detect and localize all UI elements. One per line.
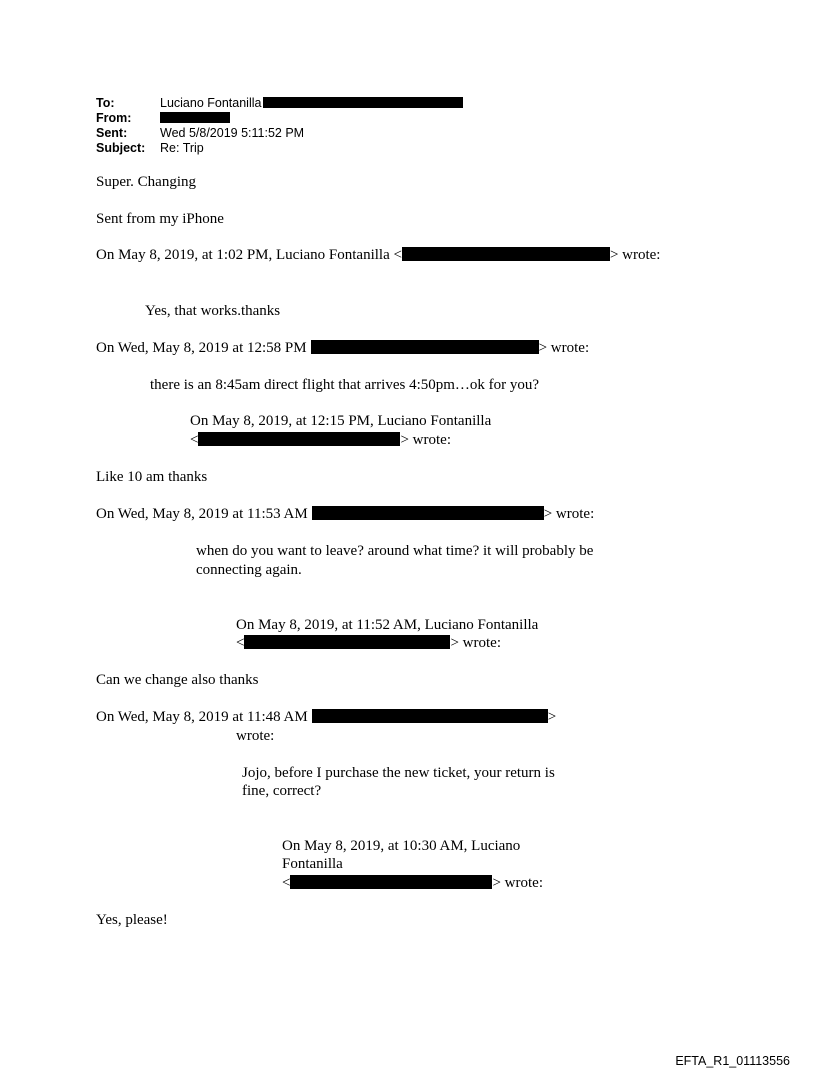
quote-text: < (282, 875, 291, 891)
body-line: Yes, that works.thanks (145, 303, 281, 319)
redaction-bar (312, 709, 548, 723)
quote-header (96, 246, 660, 265)
redaction-bar (402, 247, 610, 261)
to-label: To: (96, 96, 115, 110)
quote-text: > wrote: (492, 875, 543, 891)
redaction-bar (263, 97, 463, 108)
email-header (96, 96, 463, 156)
body-line: Super. Changing (96, 174, 196, 190)
body-line: wrote: (236, 728, 275, 744)
body-line: when do you want to leave? around what time? it will probably be (196, 543, 594, 559)
redaction-bar (244, 635, 450, 649)
subject-value: Re: Trip (160, 141, 204, 155)
to-row (96, 96, 463, 111)
sent-row (96, 126, 463, 141)
quote-text: > wrote: (543, 506, 595, 522)
body-line: Sent from my iPhone (96, 211, 224, 227)
to-name: Luciano Fontanilla (160, 96, 262, 110)
quote-text: > wrote: (400, 432, 451, 448)
quote-text: > wrote: (538, 340, 590, 356)
quote-text: > wrote: (609, 247, 661, 263)
quote-text: > (547, 709, 557, 725)
quote-text: > wrote: (450, 635, 501, 651)
quote-text: On Wed, May 8, 2019 at 11:53 AM (96, 506, 308, 522)
from-value (160, 111, 230, 126)
to-value (160, 96, 463, 111)
body-line: Jojo, before I purchase the new ticket, your return is (242, 765, 555, 781)
quote-text: On Wed, May 8, 2019 at 11:48 AM (96, 709, 308, 725)
document-id: EFTA_R1_01113556 (675, 1054, 790, 1068)
quote-text: < (190, 432, 199, 448)
redaction-bar (160, 112, 230, 123)
body-line: Like 10 am thanks (96, 469, 208, 485)
quote-header (96, 708, 556, 727)
sent-label: Sent: (96, 126, 128, 140)
body-line: Can we change also thanks (96, 672, 259, 688)
body-line: Yes, please! (96, 912, 168, 928)
body-line: On May 8, 2019, at 12:15 PM, Luciano Fontanilla (190, 413, 492, 429)
redaction-bar (290, 875, 492, 889)
body-line: On May 8, 2019, at 10:30 AM, Luciano (282, 838, 521, 854)
quote-text: On Wed, May 8, 2019 at 12:58 PM (96, 340, 307, 356)
sent-value: Wed 5/8/2019 5:11:52 PM (160, 126, 305, 140)
quote-header (282, 874, 543, 893)
from-row (96, 111, 463, 126)
redaction-bar (312, 506, 544, 520)
subject-row (96, 141, 463, 156)
redaction-bar (311, 340, 539, 354)
quote-text: On May 8, 2019, at 1:02 PM, Luciano Fontanilla < (96, 247, 402, 263)
body-line: Fontanilla (282, 856, 343, 872)
body-line: On May 8, 2019, at 11:52 AM, Luciano Fontanilla (236, 617, 539, 633)
quote-text: < (236, 635, 245, 651)
quote-header (236, 634, 501, 653)
quote-header (96, 505, 594, 524)
redaction-bar (198, 432, 400, 446)
from-label: From: (96, 111, 132, 125)
quote-header (190, 431, 451, 450)
body-line: fine, correct? (242, 783, 322, 799)
quote-header (96, 339, 589, 358)
subject-label: Subject: (96, 141, 146, 155)
body-line: there is an 8:45am direct flight that arrives 4:50pm…ok for you? (150, 377, 540, 393)
body-line: connecting again. (196, 562, 302, 578)
